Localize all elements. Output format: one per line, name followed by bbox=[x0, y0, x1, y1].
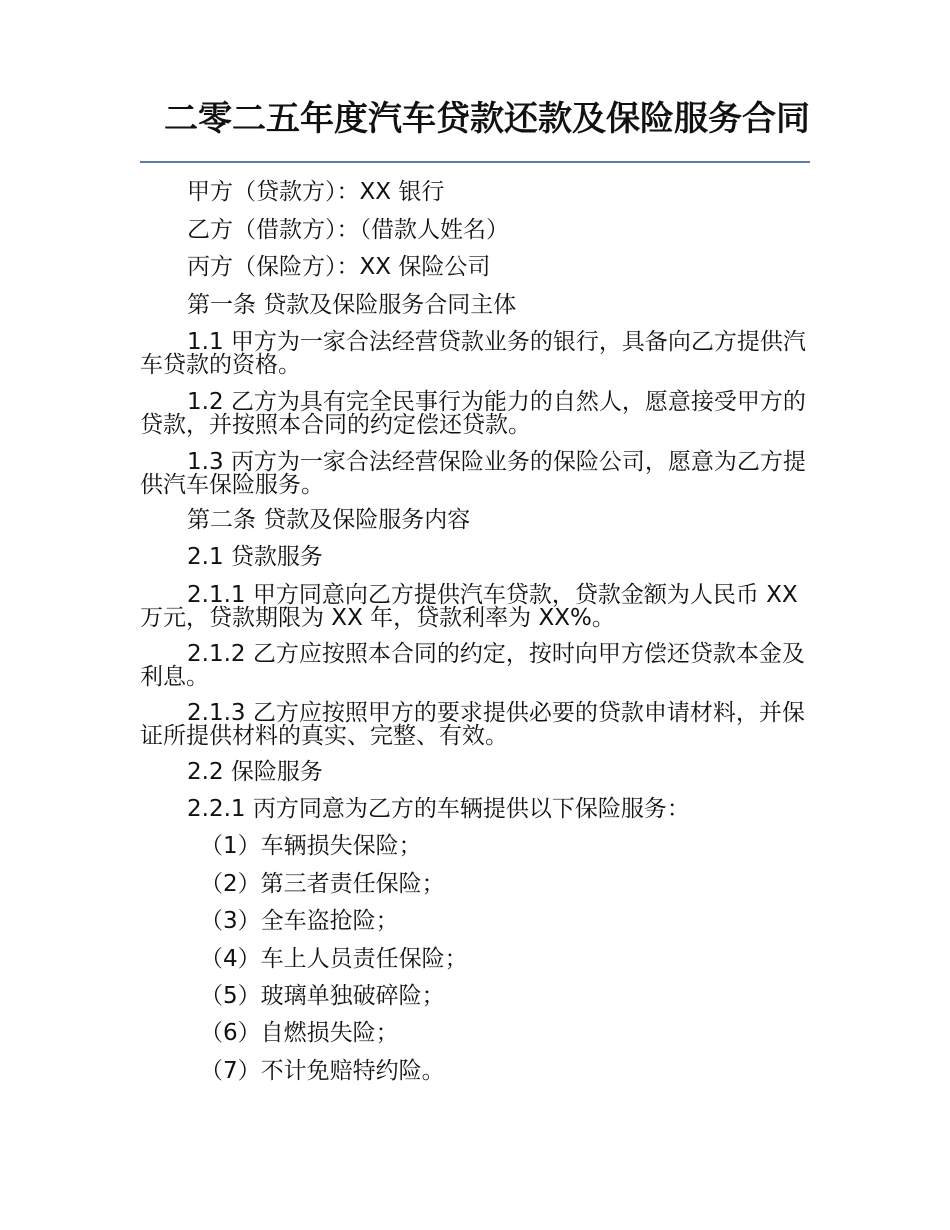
section-2-2-heading: 2.2 保险服务 bbox=[187, 759, 323, 785]
insurance-item: （3）全车盗抢险； bbox=[200, 908, 399, 934]
document-title: 二零二五年度汽车贷款还款及保险服务合同 bbox=[164, 99, 810, 139]
insurance-item: （4）车上人员责任保险； bbox=[200, 946, 468, 972]
insurance-item: （6）自燃损失险； bbox=[200, 1020, 399, 1046]
title-underline bbox=[140, 161, 810, 163]
clause-1-3: 1.3 丙方为一家合法经营保险业务的保险公司，愿意为乙方提供汽车保险服务。 bbox=[140, 449, 806, 498]
insurance-item: （1）车辆损失保险； bbox=[200, 833, 422, 859]
section-2-1-heading: 2.1 贷款服务 bbox=[187, 544, 323, 570]
clause-2-1-2: 2.1.2 乙方应按照本合同的约定，按时向甲方偿还贷款本金及利息。 bbox=[140, 641, 805, 690]
clause-2-1-1: 2.1.1 甲方同意向乙方提供汽车贷款，贷款金额为人民币 XX 万元，贷款期限为 XX 年，贷款利率为 XX%。 bbox=[140, 582, 798, 631]
party-c-line: 丙方（保险方）：XX 保险公司 bbox=[187, 254, 491, 280]
article-1-heading: 第一条 贷款及保险服务合同主体 bbox=[187, 292, 517, 318]
insurance-item: （2）第三者责任保险； bbox=[200, 871, 445, 897]
insurance-item: （5）玻璃单独破碎险； bbox=[200, 983, 445, 1009]
clause-1-2: 1.2 乙方为具有完全民事行为能力的自然人，愿意接受甲方的贷款，并按照本合同的约定偿还贷款。 bbox=[140, 389, 806, 438]
article-2-heading: 第二条 贷款及保险服务内容 bbox=[187, 507, 471, 533]
party-b-line: 乙方（借款方）：（借款人姓名） bbox=[187, 217, 509, 243]
clause-2-1-3: 2.1.3 乙方应按照甲方的要求提供必要的贷款申请材料，并保证所提供材料的真实、完整、有效。 bbox=[140, 700, 805, 749]
party-a-line: 甲方（贷款方）：XX 银行 bbox=[187, 179, 445, 205]
insurance-item: （7）不计免赔特约险。 bbox=[200, 1058, 445, 1084]
clause-2-2-1: 2.2.1 丙方同意为乙方的车辆提供以下保险服务： bbox=[187, 796, 690, 822]
clause-1-1: 1.1 甲方为一家合法经营贷款业务的银行，具备向乙方提供汽车贷款的资格。 bbox=[140, 329, 806, 378]
